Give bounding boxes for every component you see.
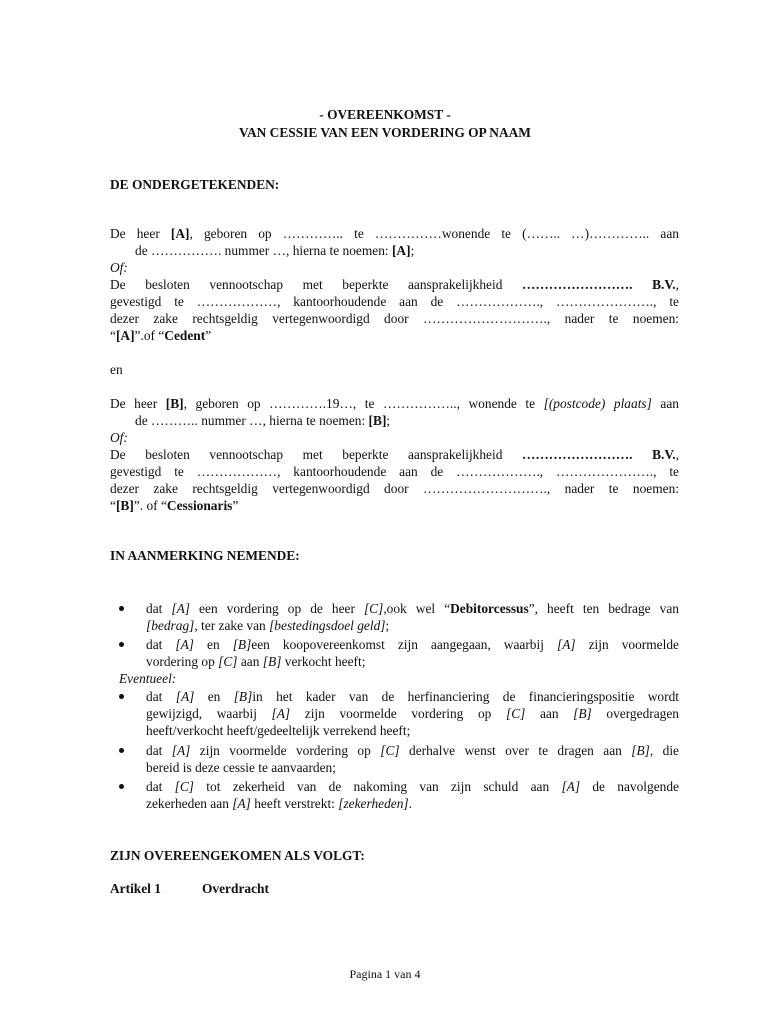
party-a-line-2: de ……………. nummer …, hierna te noemen: [A];	[135, 243, 415, 258]
party-b-line-3: De besloten vennootschap met beperkte aansprakelijkheid ……………………. B.V.,	[110, 447, 680, 462]
party-b-line-4: gevestigd te ………………, kantoorhoudende aan de ………………., …………………., te	[110, 464, 679, 479]
bullet-2-line-1: dat [A] en [B]een koopovereenkomst zijn aangegaan, waarbij [A] zijn voormelde	[146, 637, 679, 652]
party-b-line-2: de ……….. nummer …, hierna te noemen: [B];	[135, 413, 391, 428]
bullet-icon	[119, 600, 127, 617]
bullet-4-line-1: dat [A] zijn voormelde vordering op [C] derhalve wenst over te dragen aan [B], die	[146, 743, 679, 758]
bullet-3-line-2: gewijzigd, waarbij [A] zijn voormelde vordering op [C] aan [B] overgedragen	[146, 706, 679, 721]
party-b-line-6: “[B]”. of “Cessionaris”	[110, 498, 239, 513]
party-a-line-6: “[A]”.of “Cedent”	[110, 328, 212, 343]
section-heading-parties: DE ONDERGETEKENDEN:	[110, 177, 280, 192]
bullet-icon	[119, 688, 127, 705]
optional-label: Eventueel:	[119, 671, 177, 686]
party-a-line-4: gevestigd te ………………, kantoorhoudende aan de ………………., …………………., te	[110, 294, 679, 309]
title-line-1: - OVEREENKOMST -	[319, 107, 451, 122]
bullet-1-line-1: dat [A] een vordering op de heer [C],ook wel “Debitorcessus”, heeft ten bedrage van	[146, 601, 679, 616]
section-heading-agreed: ZIJN OVEREENGEKOMEN ALS VOLGT:	[110, 848, 365, 863]
party-b-or-label: Of:	[110, 430, 128, 445]
bullet-icon	[119, 636, 127, 653]
party-a-line-3: De besloten vennootschap met beperkte aansprakelijkheid ……………………. B.V.,	[110, 277, 680, 292]
bullet-3-line-1: dat [A] en [B]in het kader van de herfinanciering de financieringspositie wordt	[146, 689, 679, 704]
title-line-2: VAN CESSIE VAN EEN VORDERING OP NAAM	[239, 125, 531, 140]
bullet-3-line-3: heeft/verkocht heeft/gedeeltelijk verrekend heeft;	[146, 723, 411, 738]
section-heading-considering: IN AANMERKING NEMENDE:	[110, 548, 300, 563]
bullet-2-line-2: vordering op [C] aan [B] verkocht heeft;	[146, 654, 366, 669]
bullet-5-line-2: zekerheden aan [A] heeft verstrekt: [zekerheden].	[146, 796, 412, 811]
bullet-icon	[119, 742, 127, 759]
party-b-line-1: De heer [B], geboren op ………….19…, te …………….., wonende te [(postcode) plaats] aan	[110, 396, 679, 411]
party-a-or-label: Of:	[110, 260, 128, 275]
bullet-4-line-2: bereid is deze cessie te aanvaarden;	[146, 760, 336, 775]
article-number: Artikel 1	[110, 881, 161, 896]
party-a-line-5: dezer zake rechtsgeldig vertegenwoordigd door ………………………., nader te noemen:	[110, 311, 679, 326]
party-b-line-5: dezer zake rechtsgeldig vertegenwoordigd door ………………………., nader te noemen:	[110, 481, 679, 496]
bullet-1-line-2: [bedrag], ter zake van [bestedingsdoel geld];	[146, 618, 390, 633]
bullet-icon	[119, 778, 127, 795]
bullet-5-line-1: dat [C] tot zekerheid van de nakoming van zijn schuld aan [A] de navolgende	[146, 779, 679, 794]
article-title: Overdracht	[202, 881, 269, 896]
page-number: Pagina 1 van 4	[349, 967, 421, 981]
party-a-line-1: De heer [A], geboren op ………….. te ……………wonende te (…….. …)………….. aan	[110, 226, 679, 241]
conjunction-en: en	[110, 362, 123, 377]
